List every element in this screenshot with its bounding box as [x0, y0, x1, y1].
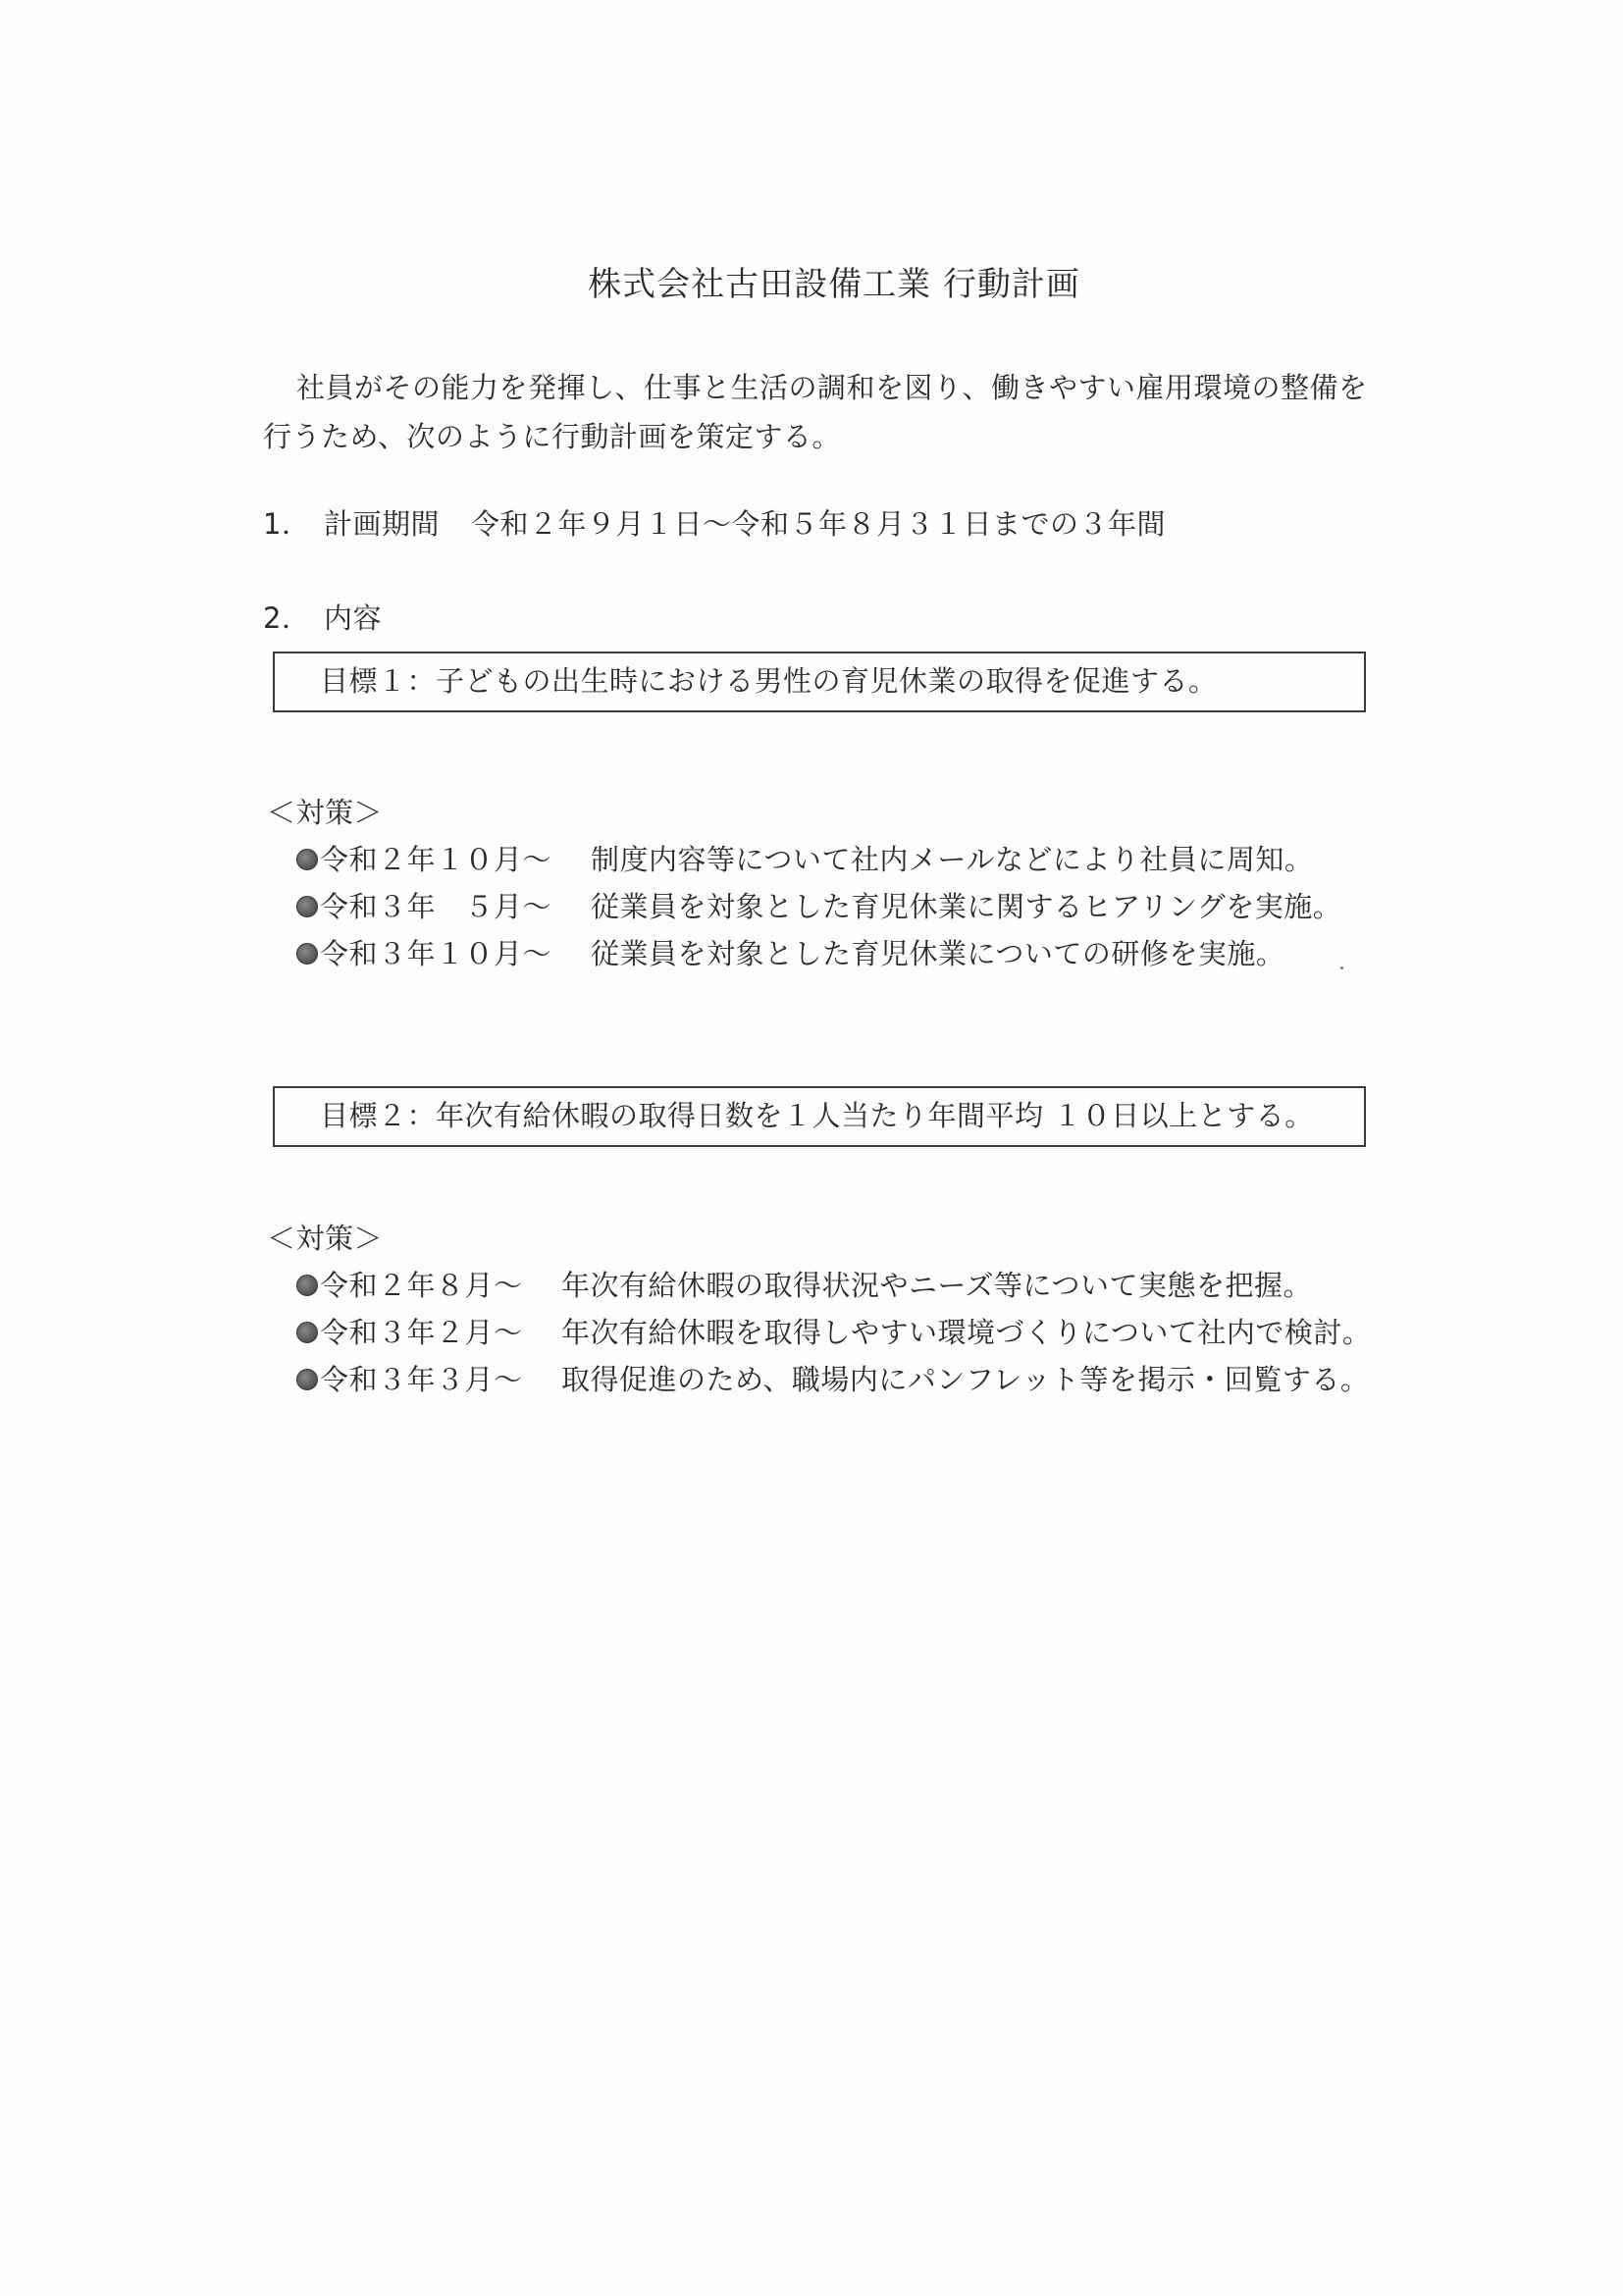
measure-item	[296, 1309, 1371, 1356]
bullet-icon	[296, 1322, 318, 1343]
period-label: 計画期間	[324, 507, 441, 541]
goal-2-measures-list	[296, 1262, 1371, 1403]
document-title: 株式会社古田設備工業 行動計画	[588, 265, 1080, 304]
measure-date: 令和３年２月～	[320, 1316, 523, 1349]
measure-date: 令和３年３月～	[320, 1363, 523, 1396]
measure-item	[296, 883, 1341, 930]
measure-text: 年次有給休暇の取得状況やニーズ等について実態を把握。	[561, 1269, 1312, 1302]
measure-text: 取得促進のため、職場内にパンフレット等を掲示・回覧する。	[561, 1363, 1370, 1396]
measure-item	[296, 1262, 1371, 1309]
measure-date: 令和３年１０月～	[320, 937, 552, 970]
measure-text: 従業員を対象とした育児休業に関するヒアリングを実施。	[591, 890, 1342, 923]
measure-item	[296, 930, 1341, 977]
measure-text: 従業員を対象とした育児休業についての研修を実施。	[591, 937, 1285, 970]
goal-1-measures-heading: ＜対策＞	[267, 796, 384, 829]
bullet-icon	[296, 1275, 318, 1296]
measure-item	[296, 836, 1341, 883]
measure-date: 令和２年１０月～	[320, 843, 552, 876]
goal-2-measures-heading: ＜対策＞	[267, 1222, 384, 1255]
goal-1-measures-list	[296, 836, 1341, 977]
goal-2-box: 目標２：年次有給休暇の取得日数を１人当たり年間平均 １０日以上とする。	[273, 1086, 1366, 1147]
bullet-icon	[296, 943, 318, 965]
bullet-icon	[296, 849, 318, 870]
measure-item	[296, 1356, 1371, 1403]
bullet-icon	[296, 1369, 318, 1390]
contents-number: 2．	[263, 601, 311, 635]
period-number: 1．	[263, 507, 311, 541]
contents-heading	[263, 597, 382, 637]
contents-label: 内容	[324, 601, 383, 635]
measure-date: 令和２年８月～	[320, 1269, 523, 1302]
measure-text: 制度内容等について社内メールなどにより社員に周知。	[591, 843, 1314, 876]
measure-text: 年次有給休暇を取得しやすい環境づくりについて社内で検討。	[561, 1316, 1372, 1349]
goal-1-box: 目標１：子どもの出生時における男性の育児休業の取得を促進する。	[273, 652, 1366, 712]
period-value: 令和２年９月１日～令和５年８月３１日までの３年間	[471, 507, 1167, 541]
measure-date: 令和３年 ５月～	[320, 890, 552, 923]
bullet-icon	[296, 896, 318, 917]
intro-line-2: 行うため、次のように行動計画を策定する。	[263, 420, 841, 453]
intro-line-1: 社員がその能力を発揮し、仕事と生活の調和を図り、働きやすい雇用環境の整備を	[296, 371, 1368, 404]
intro-paragraph	[263, 363, 1391, 461]
scan-speck	[1340, 966, 1343, 969]
plan-period	[263, 502, 1166, 543]
